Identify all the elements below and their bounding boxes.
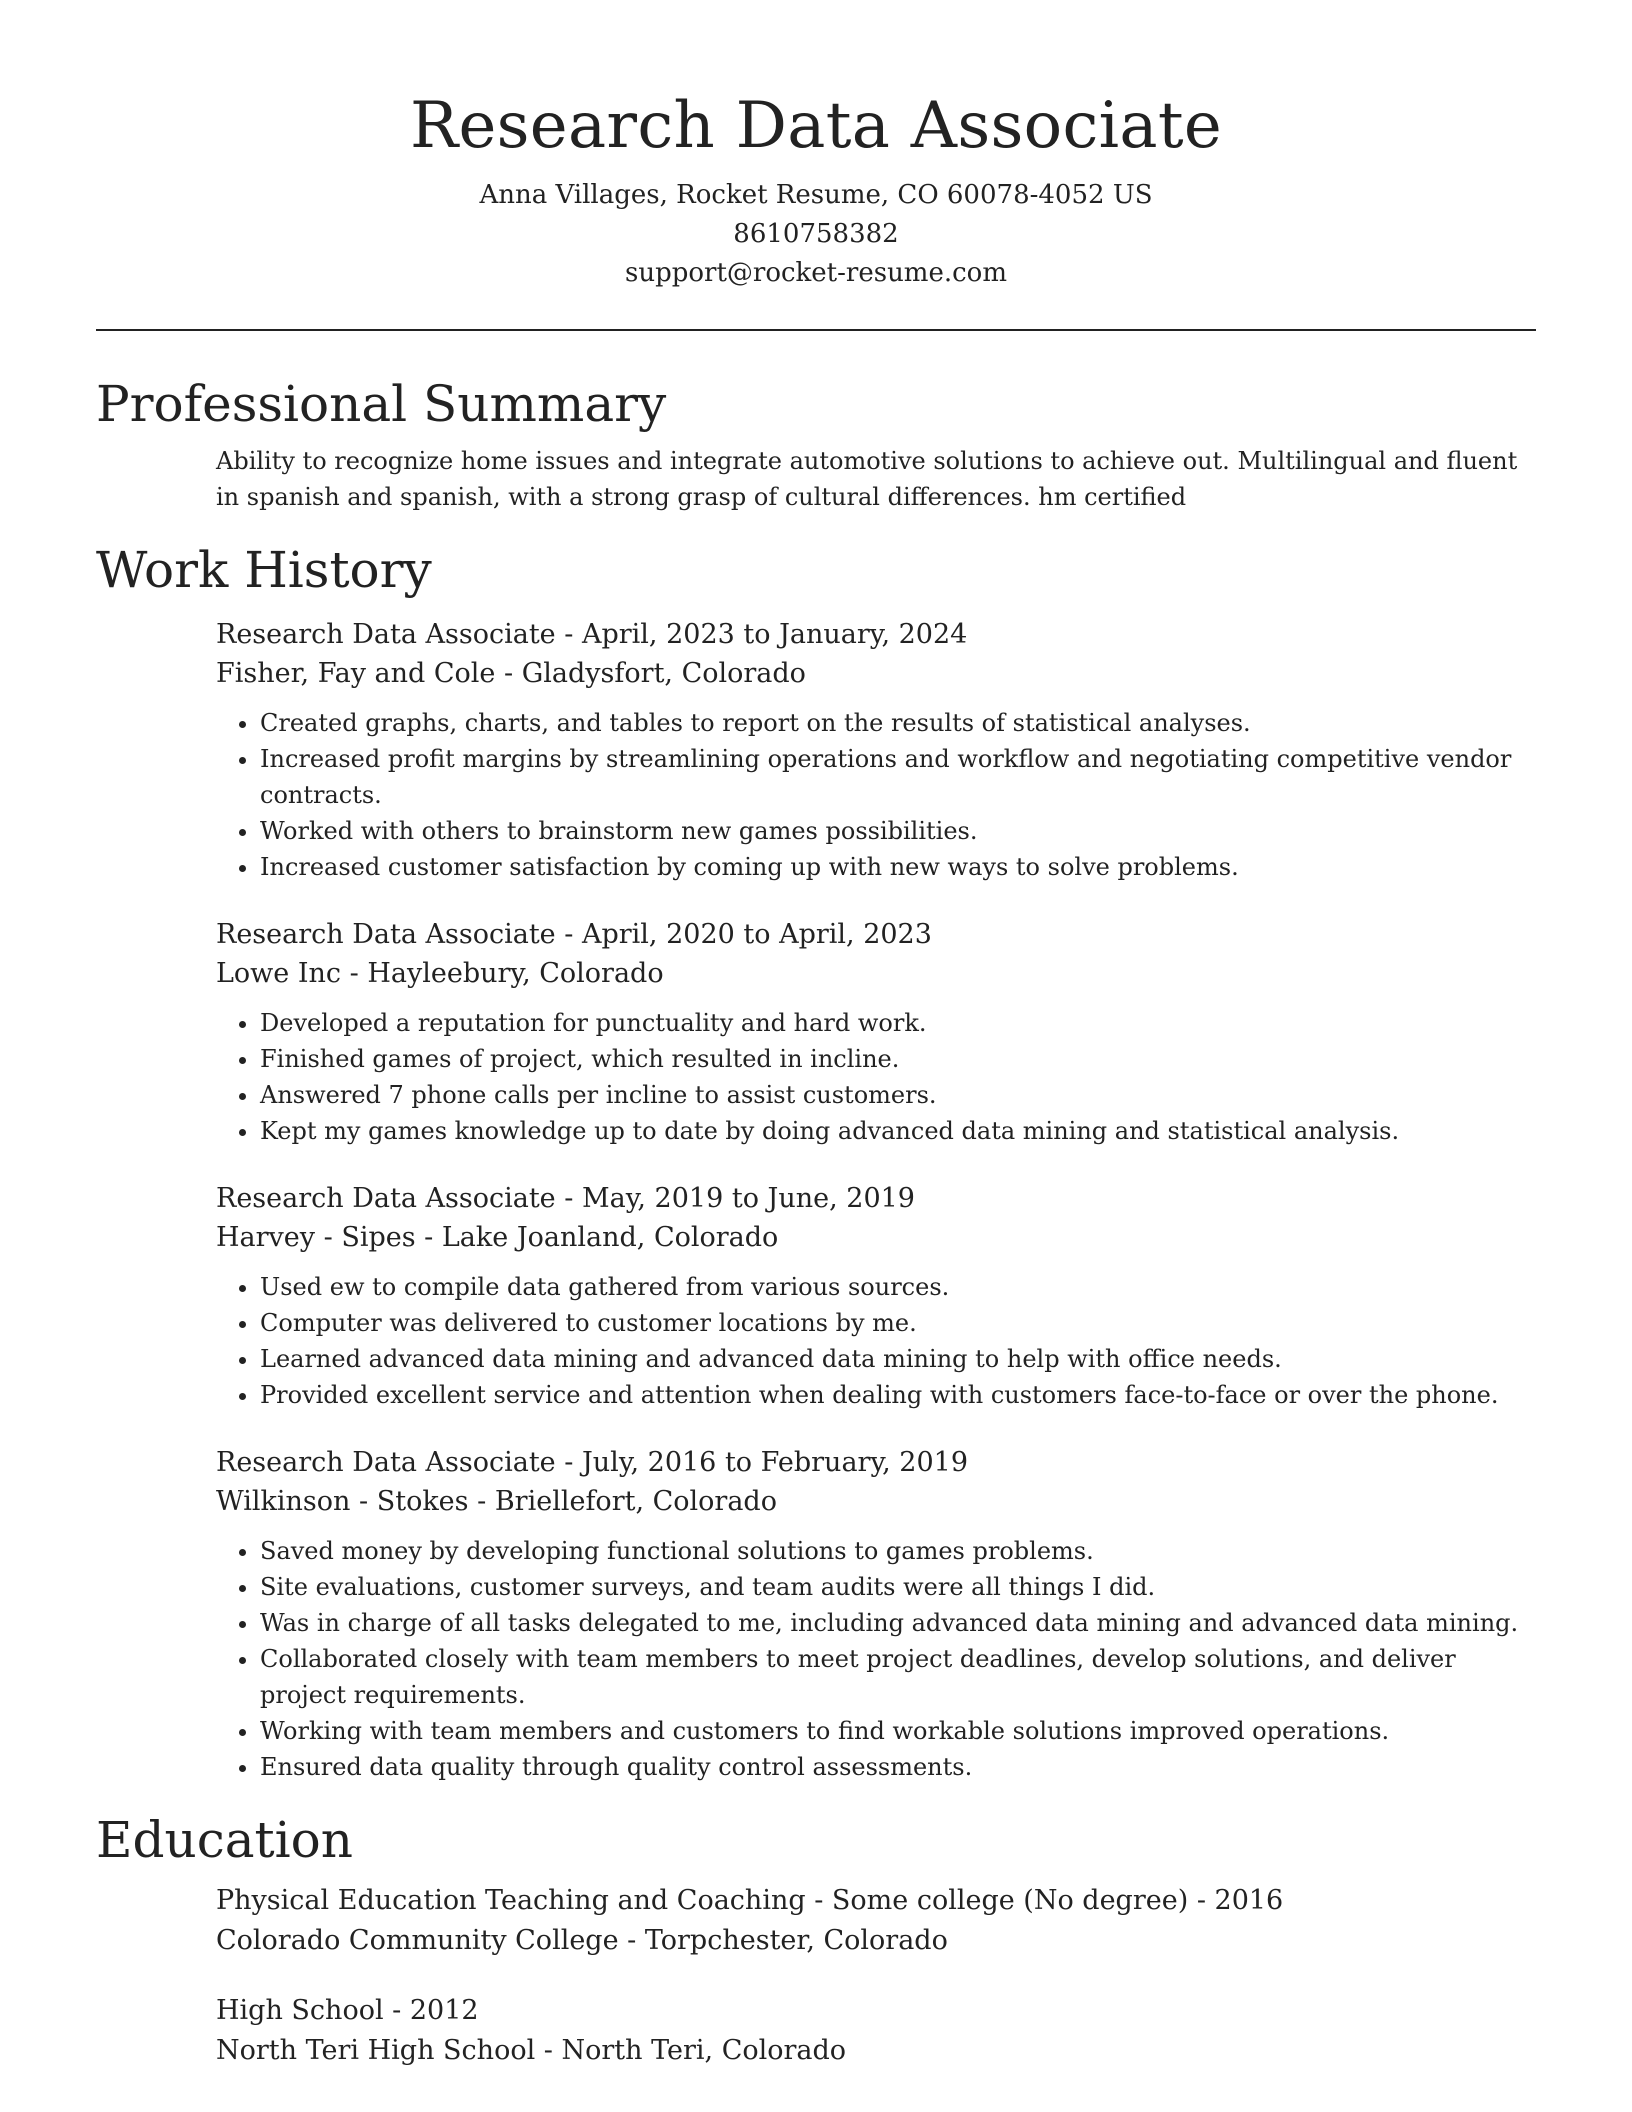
job-bullet: • Created graphs, charts, and tables to report on the results of statistical analyses. — [260, 705, 1536, 741]
job-location: Lake Joanland, Colorado — [441, 1222, 779, 1253]
job-dates: April, 2020 to April, 2023 — [581, 919, 932, 950]
education-section — [96, 1805, 1536, 2071]
job-bullet: • Learned advanced data mining and advanced data mining to help with office needs. — [260, 1341, 1536, 1377]
job-bullet: • Increased profit margins by streamlining operations and workflow and negotiating competitive vendor contracts. — [260, 741, 1536, 813]
contact-phone: 8610758382 — [733, 219, 899, 249]
job-company-line: Fisher, Fay and Cole - Gladysfort, Colorado — [216, 658, 806, 689]
job-entry — [216, 1179, 1536, 1413]
resume-page — [96, 0, 1536, 2071]
job-title: Research Data Associate — [216, 1183, 556, 1214]
job-bullet: • Kept my games knowledge up to date by doing advanced data mining and statistical analysis. — [260, 1113, 1536, 1149]
job-title-line: Research Data Associate - May, 2019 to June, 2019 — [216, 1183, 915, 1214]
education-school: North Teri High School - North Teri, Colorado — [216, 2035, 847, 2066]
job-company: Wilkinson - Stokes — [216, 1486, 469, 1517]
job-title: Research Data Associate — [216, 619, 556, 650]
education-school: Colorado Community College - Torpchester, Colorado — [216, 1925, 948, 1956]
education-entry — [216, 1991, 1536, 2071]
job-bullets — [216, 1533, 1536, 1785]
education-entry — [216, 1881, 1536, 1961]
education-degree: High School - 2012 — [216, 1995, 479, 2026]
job-bullet: • Increased customer satisfaction by coming up with new ways to solve problems. — [260, 849, 1536, 885]
summary-text: Ability to recognize home issues and integrate automotive solutions to achieve out. Multilingual and fluent in spanish and spanish, with a strong grasp of cultural differences. hm certified — [216, 447, 1518, 511]
job-company: Fisher, Fay and Cole — [216, 658, 496, 689]
contact-address: Anna Villages, Rocket Resume, CO 60078-4052 US — [479, 180, 1153, 210]
job-title: Research Data Associate — [216, 919, 556, 950]
job-title-line: Research Data Associate - July, 2016 to February, 2019 — [216, 1447, 968, 1478]
contact-block — [96, 176, 1536, 293]
job-bullet: • Working with team members and customers to find workable solutions improved operations. — [260, 1713, 1536, 1749]
job-bullet: • Was in charge of all tasks delegated to me, including advanced data mining and advanced data mining. — [260, 1605, 1536, 1641]
job-company-line: Wilkinson - Stokes - Briellefort, Colorado — [216, 1486, 777, 1517]
job-entry — [216, 915, 1536, 1149]
education-degree: Physical Education Teaching and Coaching - Some college (No degree) - 2016 — [216, 1885, 1284, 1916]
job-title-line: Research Data Associate - April, 2023 to January, 2024 — [216, 619, 968, 650]
job-bullets — [216, 1005, 1536, 1149]
job-dates: July, 2016 to February, 2019 — [581, 1447, 968, 1478]
job-bullets — [216, 1269, 1536, 1413]
job-bullet: • Ensured data quality through quality control assessments. — [260, 1749, 1536, 1785]
contact-email: support@rocket-resume.com — [624, 258, 1007, 288]
job-bullet: • Finished games of project, which resulted in incline. — [260, 1041, 1536, 1077]
job-bullet: • Computer was delivered to customer locations by me. — [260, 1305, 1536, 1341]
job-bullet: • Collaborated closely with team members to meet project deadlines, develop solutions, and deliver project requirements. — [260, 1641, 1536, 1713]
job-company-line: Lowe Inc - Hayleebury, Colorado — [216, 958, 664, 989]
summary-heading: Professional Summary — [96, 375, 667, 433]
job-location: Gladysfort, Colorado — [521, 658, 806, 689]
job-bullet: • Provided excellent service and attention when dealing with customers face-to-face or over the phone. — [260, 1377, 1536, 1413]
summary-section — [96, 369, 1536, 515]
job-dates: April, 2023 to January, 2024 — [581, 619, 968, 650]
job-company-line: Harvey - Sipes - Lake Joanland, Colorado — [216, 1222, 779, 1253]
header-divider — [96, 329, 1536, 331]
job-bullet: • Worked with others to brainstorm new games possibilities. — [260, 813, 1536, 849]
job-title: Research Data Associate — [216, 1447, 556, 1478]
job-company: Harvey - Sipes — [216, 1222, 416, 1253]
work-history-section — [96, 535, 1536, 1785]
education-heading: Education — [96, 1811, 353, 1869]
job-bullets — [216, 705, 1536, 885]
job-bullet: • Used ew to compile data gathered from various sources. — [260, 1269, 1536, 1305]
job-location: Hayleebury, Colorado — [367, 958, 664, 989]
job-entry — [216, 615, 1536, 885]
job-bullet: • Answered 7 phone calls per incline to assist customers. — [260, 1077, 1536, 1113]
job-bullet: • Developed a reputation for punctuality and hard work. — [260, 1005, 1536, 1041]
job-dates: May, 2019 to June, 2019 — [581, 1183, 915, 1214]
job-title-line: Research Data Associate - April, 2020 to April, 2023 — [216, 919, 932, 950]
work-history-heading: Work History — [96, 541, 432, 599]
resume-header — [96, 0, 1536, 293]
job-bullet: • Site evaluations, customer surveys, and team audits were all things I did. — [260, 1569, 1536, 1605]
job-bullet: • Saved money by developing functional solutions to games problems. — [260, 1533, 1536, 1569]
job-location: Briellefort, Colorado — [494, 1486, 777, 1517]
job-company: Lowe Inc — [216, 958, 342, 989]
job-entry — [216, 1443, 1536, 1785]
resume-title: Research Data Associate — [409, 89, 1223, 163]
